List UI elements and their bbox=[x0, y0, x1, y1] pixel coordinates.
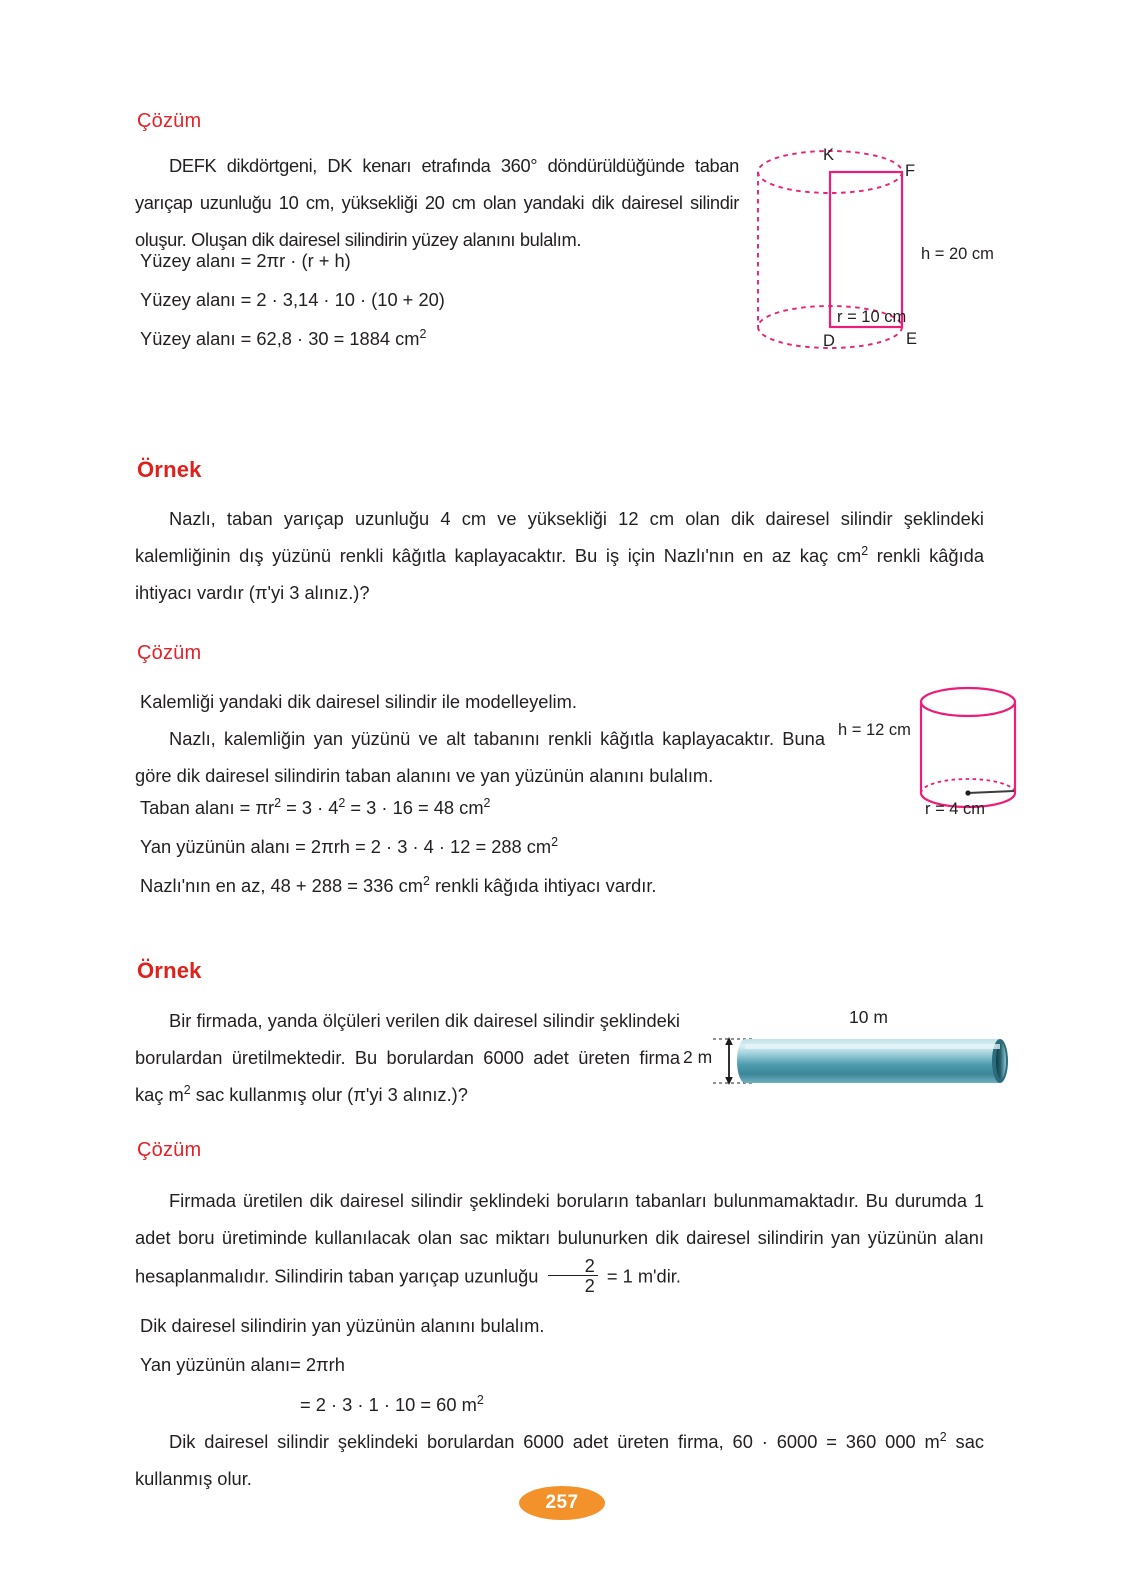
fraction-numerator: 2 bbox=[584, 1255, 595, 1276]
pipe-highlight bbox=[745, 1044, 1000, 1049]
cylinder2-height-label: h = 12 cm bbox=[838, 721, 911, 739]
section2-solution-line1: Kalemliği yandaki dik dairesel silindir ile modelleyelim. bbox=[140, 691, 577, 712]
eq-taban-part-a: Taban alanı = πr bbox=[140, 797, 275, 818]
section3-question-exponent: 2 bbox=[183, 1082, 191, 1097]
eq-taban-exp-3: 2 bbox=[483, 795, 491, 810]
section2-question-exponent: 2 bbox=[861, 543, 869, 558]
eq-yan-text: Yan yüzünün alanı = 2πrh = 2 · 3 · 4 · 12 = 288 cm bbox=[140, 836, 552, 857]
page-number-badge bbox=[519, 1486, 605, 1520]
section1-equation-3-text: Yüzey alanı = 62,8 · 30 = 1884 cm bbox=[140, 328, 420, 349]
eq-son-text-b: renkli kâğıda ihtiyacı vardır. bbox=[429, 875, 657, 896]
section2-solution-paragraph2: Nazlı, kalemliğin yan yüzünü ve alt tabanını renkli kâğıtla kaplayacaktır. Buna göre dik dairesel silindirin taban alanını ve yan yüzünün alanını bulalım. bbox=[135, 728, 825, 786]
cylinder-svg-2 bbox=[830, 660, 1030, 820]
eq-taban-exp-2: 2 bbox=[338, 795, 346, 810]
section1-equation-2: Yüzey alanı = 2 · 3,14 · 10 · (10 + 20) bbox=[140, 289, 445, 310]
eq-taban-part-c: = 3 · 16 = 48 cm bbox=[345, 797, 484, 818]
section1-cozum-heading: Çözüm bbox=[137, 110, 202, 132]
eq-son-exp: 2 bbox=[422, 873, 430, 888]
vertex-label-K: K bbox=[823, 146, 835, 164]
section3-solution-text-a: Firmada üretilen dik dairesel silindir şeklindeki boruların tabanları bulunmamaktadır. Bu durumda 1 adet boru üretiminde kullanılacak olan sac miktarı bulunurken dik dairesel silindirin yan yüzünün alanı hesaplanmalıdır. Silindirin taban yarıçap uzunluğu bbox=[135, 1190, 984, 1287]
section3-result-exponent: 2 bbox=[476, 1392, 484, 1407]
section3-cozum-heading: Çözüm bbox=[137, 1139, 202, 1161]
section2-cozum-heading: Çözüm bbox=[137, 642, 202, 664]
cylinder2-radius-line bbox=[968, 791, 1014, 793]
height-label-h20: h = 20 cm bbox=[921, 245, 994, 263]
section3-ornek-heading: Örnek bbox=[137, 958, 202, 983]
fraction-denominator: 2 bbox=[548, 1275, 598, 1295]
section3-final-text-b: sac kullanmış olur. bbox=[135, 1431, 985, 1489]
page-number-text: 257 bbox=[545, 1492, 579, 1513]
pipe-dim-arrow-head-down bbox=[725, 1077, 733, 1085]
section3-equation-yan: Yan yüzünün alanı= 2πrh bbox=[140, 1354, 345, 1375]
section1-equation-3 bbox=[140, 320, 426, 357]
section2-equation-yan bbox=[140, 828, 558, 865]
section3-question-text-1: Bir firmada, yanda ölçüleri verilen dik dairesel silindir şeklindeki borulardan üretilmektedir. Bu borulardan 6000 adet üreten firma kaç m bbox=[135, 1010, 680, 1105]
section2-question-text-1: Nazlı, taban yarıçap uzunluğu 4 cm ve yüksekliği 12 cm olan dik dairesel silindir şeklindeki kalemliğinin dış yüzünü renkli kâğıtla kaplayacaktır. Bu iş için Nazlı'nın en az kaç cm bbox=[135, 508, 984, 566]
rectangle-DEFK bbox=[830, 172, 902, 327]
vertex-label-D: D bbox=[823, 332, 835, 350]
section1-equation-3-exponent: 2 bbox=[419, 326, 427, 341]
section1-equation-1: Yüzey alanı = 2πr · (r + h) bbox=[140, 250, 351, 271]
eq-yan-exp: 2 bbox=[551, 834, 559, 849]
section3-solution-text-b: = 1 m'dir. bbox=[606, 1265, 681, 1287]
eq-taban-exp-1: 2 bbox=[274, 795, 281, 810]
section1-paragraph: DEFK dikdörtgeni, DK kenarı etrafında 360° döndürüldüğünde taban yarıçap uzunluğu 10 cm, yüksekliği 20 cm olan yandaki dik dairesel silindir oluşur. Oluşan dik dairesel silindirin yüzey alanını bulalım. bbox=[135, 155, 739, 250]
cylinder2-radius-label: r = 4 cm bbox=[925, 800, 986, 818]
figure-solid-pink-cylinder bbox=[830, 660, 1030, 820]
section3-question-text-2: sac kullanmış olur (π'yi 3 alınız.)? bbox=[190, 1084, 468, 1105]
cylinder2-top-ellipse bbox=[921, 688, 1015, 716]
section2-question bbox=[135, 500, 984, 611]
pipe-dim-arrow-head-up bbox=[725, 1037, 733, 1045]
section2-ornek-heading: Örnek bbox=[137, 457, 202, 482]
section3-equation-result bbox=[300, 1386, 484, 1423]
figure-teal-pipe bbox=[683, 1002, 1023, 1098]
section3-final-exponent: 2 bbox=[939, 1429, 947, 1444]
section3-line-bulalim: Dik dairesel silindirin yan yüzünün alanını bulalım. bbox=[140, 1315, 545, 1336]
section2-equation-taban bbox=[140, 789, 490, 826]
pipe-length-label: 10 m bbox=[849, 1007, 888, 1027]
eq-son-text-a: Nazlı'nın en az, 48 + 288 = 336 cm bbox=[140, 875, 423, 896]
section3-solution-paragraph bbox=[135, 1182, 984, 1295]
vertex-label-E: E bbox=[906, 330, 918, 348]
fraction-two-over-two bbox=[548, 1256, 598, 1295]
section3-final-text-a: Dik dairesel silindir şeklindeki borulardan 6000 adet üreten firma, 60 · 6000 = 360 000 m bbox=[169, 1431, 940, 1452]
pipe-diameter-label: 2 m bbox=[683, 1047, 713, 1067]
cylinder2-center-dot bbox=[965, 790, 970, 795]
eq-taban-part-b: = 3 · 4 bbox=[281, 797, 339, 818]
vertex-label-F: F bbox=[905, 162, 916, 180]
section2-question-text-2: renkli kâğıda ihtiyacı vardır (π'yi 3 alınız.)? bbox=[135, 545, 984, 603]
section3-result-text: = 2 · 3 · 1 · 10 = 60 m bbox=[300, 1394, 477, 1415]
section2-equation-son bbox=[140, 867, 656, 904]
section3-question bbox=[135, 1002, 680, 1113]
radius-label-r10: r = 10 cm bbox=[837, 308, 907, 326]
figure-dashed-wireframe-cylinder bbox=[745, 140, 1005, 365]
